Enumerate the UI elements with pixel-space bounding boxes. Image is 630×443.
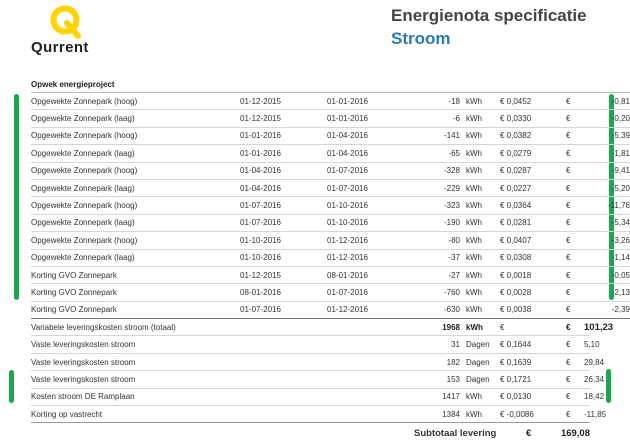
row-unit: Dagen (460, 336, 500, 353)
row-end-date: 01-01-2016 (327, 93, 414, 110)
row-start-date: 01-12-2015 (240, 266, 327, 283)
row-quantity: 1384 (414, 406, 460, 423)
row-description: Opgewekte Zonnepark (hoog) (31, 232, 240, 249)
table-row (31, 249, 630, 266)
row-description: Opgewekte Zonnepark (laag) (31, 249, 240, 266)
table-row (31, 406, 590, 423)
row-amount: -11,85 (584, 406, 590, 423)
row-start-date: 01-01-2016 (240, 145, 327, 162)
row-quantity: -27 (414, 266, 460, 283)
row-end-date: 08-01-2016 (327, 266, 414, 283)
row-currency: € (560, 232, 584, 249)
row-quantity: 1968 (414, 319, 460, 336)
row-unit: kWh (460, 179, 500, 196)
row-end-date: 01-07-2016 (327, 284, 414, 301)
table-row (31, 371, 590, 388)
row-unit: Dagen (460, 371, 500, 388)
row-price: € (500, 319, 560, 336)
row-price: € 0,1644 (500, 336, 560, 353)
row-price: € 0,0281 (500, 214, 560, 231)
row-currency: € (560, 93, 584, 110)
row-start-date: 01-07-2016 (240, 214, 327, 231)
row-start-date: 01-12-2015 (240, 110, 327, 127)
row-amount: -5,20 (584, 179, 630, 196)
row-price: € 0,0038 (500, 301, 560, 318)
section-title: Opwek energieproject (31, 80, 115, 89)
row-description: Vaste leveringskosten stroom (31, 336, 414, 353)
row-description: Korting GVO Zonnepark (31, 301, 240, 318)
row-unit: kWh (460, 232, 500, 249)
row-quantity: -80 (414, 232, 460, 249)
row-unit: kWh (460, 93, 500, 110)
row-description: Opgewekte Zonnepark (hoog) (31, 127, 240, 144)
row-currency: € (560, 301, 584, 318)
row-start-date: 08-01-2016 (240, 284, 327, 301)
row-quantity: -760 (414, 284, 460, 301)
row-description: Vaste leveringskosten stroom (31, 371, 414, 388)
row-description: Vaste leveringskosten stroom (31, 353, 414, 370)
row-description: Kosten stroom DE Ramplaan (31, 388, 414, 405)
row-amount: -2,39 (584, 301, 630, 318)
row-quantity: -65 (414, 145, 460, 162)
row-unit: kWh (460, 284, 500, 301)
row-price: € 0,0330 (500, 110, 560, 127)
row-start-date: 01-07-2016 (240, 197, 327, 214)
table-row (31, 110, 630, 127)
table-row (31, 284, 630, 301)
row-currency: € (560, 353, 584, 370)
table-row (31, 162, 630, 179)
row-description: Opgewekte Zonnepark (laag) (31, 145, 240, 162)
brand-name: Qurrent (31, 39, 89, 56)
row-description: Korting GVO Zonnepark (31, 284, 240, 301)
row-end-date: 01-10-2016 (327, 197, 414, 214)
row-price: € -0,0086 (500, 406, 560, 423)
row-price: € 0,0364 (500, 197, 560, 214)
row-quantity: -6 (414, 110, 460, 127)
row-currency: € (560, 388, 584, 405)
row-end-date: 01-04-2016 (327, 145, 414, 162)
row-start-date: 01-07-2016 (240, 301, 327, 318)
row-end-date: 01-10-2016 (327, 214, 414, 231)
row-amount: 29,84 (584, 353, 590, 370)
row-currency: € (560, 127, 584, 144)
row-currency: € (560, 266, 584, 283)
row-unit: kWh (460, 301, 500, 318)
row-currency: € (560, 319, 584, 336)
row-unit: kWh (460, 197, 500, 214)
subtotal-currency: € (526, 427, 532, 439)
row-unit: Dagen (460, 353, 500, 370)
row-currency: € (560, 214, 584, 231)
table-row (31, 301, 630, 318)
row-unit: kWh (460, 127, 500, 144)
row-description: Variabele leveringskosten stroom (totaal) (31, 319, 414, 336)
row-currency: € (560, 336, 584, 353)
row-price: € 0,0382 (500, 127, 560, 144)
row-amount: -3,26 (584, 232, 630, 249)
subtotal-amount: 169,08 (560, 427, 590, 439)
row-quantity: -328 (414, 162, 460, 179)
row-quantity: -229 (414, 179, 460, 196)
row-start-date: 01-10-2016 (240, 232, 327, 249)
row-amount: -11,76 (584, 197, 630, 214)
row-description: Opgewekte Zonnepark (laag) (31, 179, 240, 196)
row-description: Opgewekte Zonnepark (hoog) (31, 162, 240, 179)
row-description: Opgewekte Zonnepark (hoog) (31, 93, 240, 110)
row-quantity: -37 (414, 249, 460, 266)
row-price: € 0,0452 (500, 93, 560, 110)
row-quantity: -18 (414, 93, 460, 110)
row-description: Korting GVO Zonnepark (31, 266, 240, 283)
row-end-date: 01-12-2016 (327, 232, 414, 249)
row-unit: kWh (460, 214, 500, 231)
row-quantity: -323 (414, 197, 460, 214)
row-amount: 5,10 (584, 336, 590, 353)
row-end-date: 01-12-2016 (327, 249, 414, 266)
subtotal-row (31, 423, 590, 443)
row-amount: 18,42 (584, 388, 590, 405)
q-logo-icon (49, 4, 82, 38)
table-row (31, 145, 630, 162)
project-table (31, 92, 630, 319)
row-start-date: 01-10-2016 (240, 249, 327, 266)
row-start-date: 01-12-2015 (240, 93, 327, 110)
row-amount: -0,20 (584, 110, 630, 127)
row-price: € 0,0279 (500, 145, 560, 162)
row-end-date: 01-07-2016 (327, 162, 414, 179)
row-price: € 0,0308 (500, 249, 560, 266)
row-currency: € (560, 371, 584, 388)
table-row (31, 353, 590, 370)
subtotal-label: Subtotaal levering (414, 427, 497, 439)
row-end-date: 01-01-2016 (327, 110, 414, 127)
row-price: € 0,0028 (500, 284, 560, 301)
row-unit: kWh (460, 110, 500, 127)
row-end-date: 01-04-2016 (327, 127, 414, 144)
row-quantity: 153 (414, 371, 460, 388)
row-end-date: 01-12-2016 (327, 301, 414, 318)
row-amount: -9,41 (584, 162, 630, 179)
row-price: € 0,0018 (500, 266, 560, 283)
row-price: € 0,1721 (500, 371, 560, 388)
row-quantity: 31 (414, 336, 460, 353)
row-quantity: -630 (414, 301, 460, 318)
cost-table (31, 319, 614, 423)
table-row (31, 93, 630, 110)
row-amount: 101,23 (584, 319, 590, 336)
row-currency: € (560, 406, 584, 423)
row-price: € 0,0227 (500, 179, 560, 196)
table-row (31, 336, 590, 353)
row-unit: kWh (460, 249, 500, 266)
table-row (31, 179, 630, 196)
row-quantity: -141 (414, 127, 460, 144)
subtotal-table (31, 423, 590, 443)
table-row (31, 266, 630, 283)
row-amount: -5,39 (584, 127, 630, 144)
row-amount: -5,34 (584, 214, 630, 231)
row-unit: kWh (460, 388, 500, 405)
row-start-date: 01-04-2016 (240, 179, 327, 196)
row-price: € 0,0130 (500, 388, 560, 405)
table-row (31, 388, 590, 405)
table-row (31, 127, 630, 144)
row-unit: kWh (460, 266, 500, 283)
row-price: € 0,1639 (500, 353, 560, 370)
row-start-date: 01-01-2016 (240, 127, 327, 144)
table-row (31, 214, 630, 231)
row-currency: € (560, 179, 584, 196)
row-quantity: 182 (414, 353, 460, 370)
row-description: Opgewekte Zonnepark (hoog) (31, 197, 240, 214)
row-description: Korting op vastrecht (31, 406, 414, 423)
row-amount: -2,13 (584, 284, 630, 301)
row-currency: € (560, 145, 584, 162)
page-subtitle: Stroom (391, 29, 451, 48)
row-currency: € (560, 110, 584, 127)
page-title: Energienota specificatie (391, 6, 587, 25)
row-price: € 0,0287 (500, 162, 560, 179)
row-unit: kWh (460, 162, 500, 179)
row-amount: -1,14 (584, 249, 630, 266)
row-description: Opgewekte Zonnepark (laag) (31, 214, 240, 231)
specification-tables (31, 92, 630, 443)
row-unit: kWh (460, 406, 500, 423)
table-row (31, 319, 590, 336)
row-currency: € (560, 162, 584, 179)
row-unit: kWh (460, 319, 500, 336)
table-row (31, 197, 630, 214)
row-quantity: 1417 (414, 388, 460, 405)
row-start-date: 01-04-2016 (240, 162, 327, 179)
table-row (31, 232, 630, 249)
row-quantity: -190 (414, 214, 460, 231)
row-currency: € (560, 197, 584, 214)
row-amount: -0,05 (584, 266, 630, 283)
row-amount: 26,34 (584, 371, 590, 388)
highlight-bar-right-bottom (606, 369, 611, 403)
highlight-bar-left-top (14, 94, 19, 300)
row-unit: kWh (460, 145, 500, 162)
row-amount: -1,81 (584, 145, 630, 162)
row-amount: -0,81 (584, 93, 630, 110)
row-end-date: 01-07-2016 (327, 179, 414, 196)
row-price: € 0,0407 (500, 232, 560, 249)
row-currency: € (560, 284, 584, 301)
row-description: Opgewekte Zonnepark (laag) (31, 110, 240, 127)
highlight-bar-left-bottom (9, 370, 14, 403)
row-currency: € (560, 249, 584, 266)
